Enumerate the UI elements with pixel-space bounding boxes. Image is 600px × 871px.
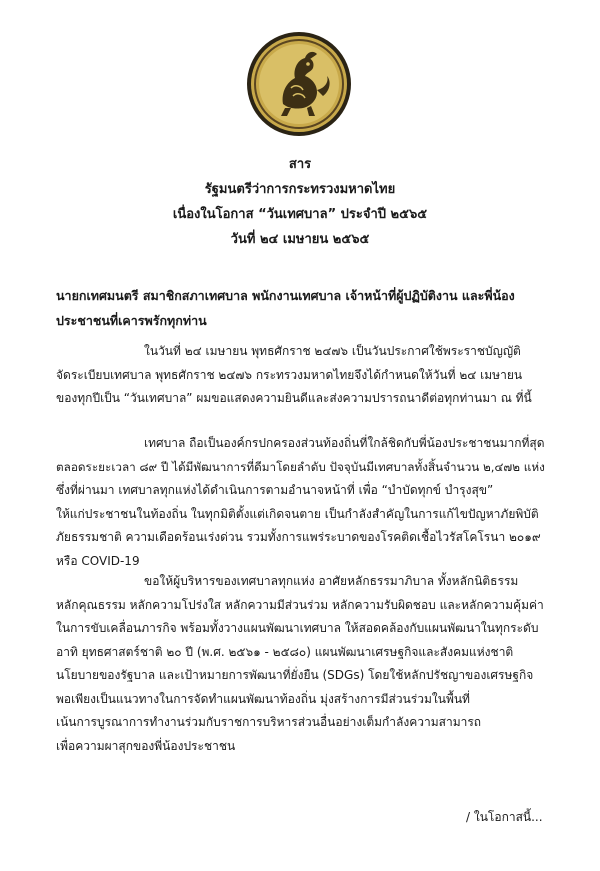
- salutation: [56, 283, 556, 333]
- paragraph-1: [56, 340, 554, 411]
- paragraph-3: [56, 570, 554, 758]
- paragraph-2: [56, 432, 554, 573]
- paragraph-line: เทศบาล ถือเป็นองค์กรปกครองส่วนท้องถิ่นที่ใกล้ชิดกับพี่น้องประชาชนมากที่สุด: [144, 436, 545, 450]
- salutation-line: นายกเทศมนตรี สมาชิกสภาเทศบาล พนักงานเทศบาล เจ้าหน้าที่ผู้ปฏิบัติงาน และพี่น้อง: [56, 288, 515, 303]
- ministry-seal-icon: [245, 30, 353, 138]
- paragraph-line: หรือ COVID-19: [56, 553, 140, 568]
- paragraph-line: ของทุกปีเป็น “วันเทศบาล” ผมขอแสดงความยินดีและส่งความปรารถนาดีต่อทุกท่านมา ณ ที่นี้: [56, 391, 532, 405]
- paragraph-line: ขอให้ผู้บริหารของเทศบาลทุกแห่ง อาศัยหลักธรรมาภิบาล ทั้งหลักนิติธรรม: [144, 574, 519, 588]
- paragraph-line: ซึ่งที่ผ่านมา เทศบาลทุกแห่งได้ดำเนินการตามอำนาจหน้าที่ เพื่อ “บำบัดทุกข์ บำรุงสุข”: [56, 483, 494, 497]
- paragraph-line: เพื่อความผาสุกของพี่น้องประชาชน: [56, 738, 236, 753]
- paragraph-line: จัดระเบียบเทศบาล พุทธศักราช ๒๔๗๖ กระทรวงมหาดไทยจึงได้กำหนดให้วันที่ ๒๔ เมษายน: [56, 367, 523, 382]
- heading-author: รัฐมนตรีว่าการกระทรวงมหาดไทย: [204, 182, 396, 197]
- paragraph-line: ให้แก่ประชาชนในท้องถิ่น ในทุกมิติตั้งแต่เกิดจนตาย เป็นกำลังสำคัญในการแก้ไขปัญหาภัยพิบัติ: [56, 506, 539, 521]
- letter-heading: [0, 152, 600, 252]
- paragraph-line: ในวันที่ ๒๔ เมษายน พุทธศักราช ๒๔๗๖ เป็นวันประกาศใช้พระราชบัญญัติ: [144, 344, 521, 358]
- paragraph-line: ในการขับเคลื่อนภารกิจ พร้อมทั้งวางแผนพัฒนาเทศบาล ให้สอดคล้องกับแผนพัฒนาในทุกระดับ: [56, 621, 539, 635]
- salutation-line: ประชาชนที่เคารพรักทุกท่าน: [56, 313, 207, 328]
- paragraph-line: เน้นการบูรณาการทำงานร่วมกับราชการบริหารส่วนอื่นอย่างเต็มกำลังความสามารถ: [56, 715, 482, 729]
- paragraph-line: นโยบายของรัฐบาล และเป้าหมายการพัฒนาที่ยั่งยืน (SDGs) โดยใช้หลักปรัชญาของเศรษฐกิจ: [56, 668, 534, 682]
- heading-date: วันที่ ๒๔ เมษายน ๒๕๖๕: [230, 232, 370, 247]
- heading-title: สาร: [288, 157, 312, 172]
- paragraph-line: พอเพียงเป็นแนวทางในการจัดทำแผนพัฒนาท้องถิ่น มุ่งสร้างการมีส่วนร่วมในพื้นที่: [56, 691, 470, 706]
- heading-occasion: เนื่องในโอกาส “วันเทศบาล” ประจำปี ๒๕๖๕: [172, 207, 428, 222]
- page-continuation: / ในโอกาสนี้...: [466, 810, 543, 824]
- paragraph-line: อาทิ ยุทธศาสตร์ชาติ ๒๐ ปี (พ.ศ. ๒๕๖๑ - ๒๕๘๐) แผนพัฒนาเศรษฐกิจและสังคมแห่งชาติ: [56, 644, 514, 659]
- paragraph-line: หลักคุณธรรม หลักความโปร่งใส หลักความมีส่วนร่วม หลักความรับผิดชอบ และหลักความคุ้มค่า: [56, 597, 544, 612]
- paragraph-line: ตลอดระยะเวลา ๘๙ ปี ได้มีพัฒนาการที่ดีมาโดยลำดับ ปัจจุบันมีเทศบาลทั้งสิ้นจำนวน ๒,๔๗๒ แห่ง: [56, 459, 545, 474]
- paragraph-line: ภัยธรรมชาติ ความเดือดร้อนเร่งด่วน รวมทั้งการแพร่ระบาดของโรคติดเชื้อไวรัสโคโรนา ๒๐๑๙: [56, 530, 541, 544]
